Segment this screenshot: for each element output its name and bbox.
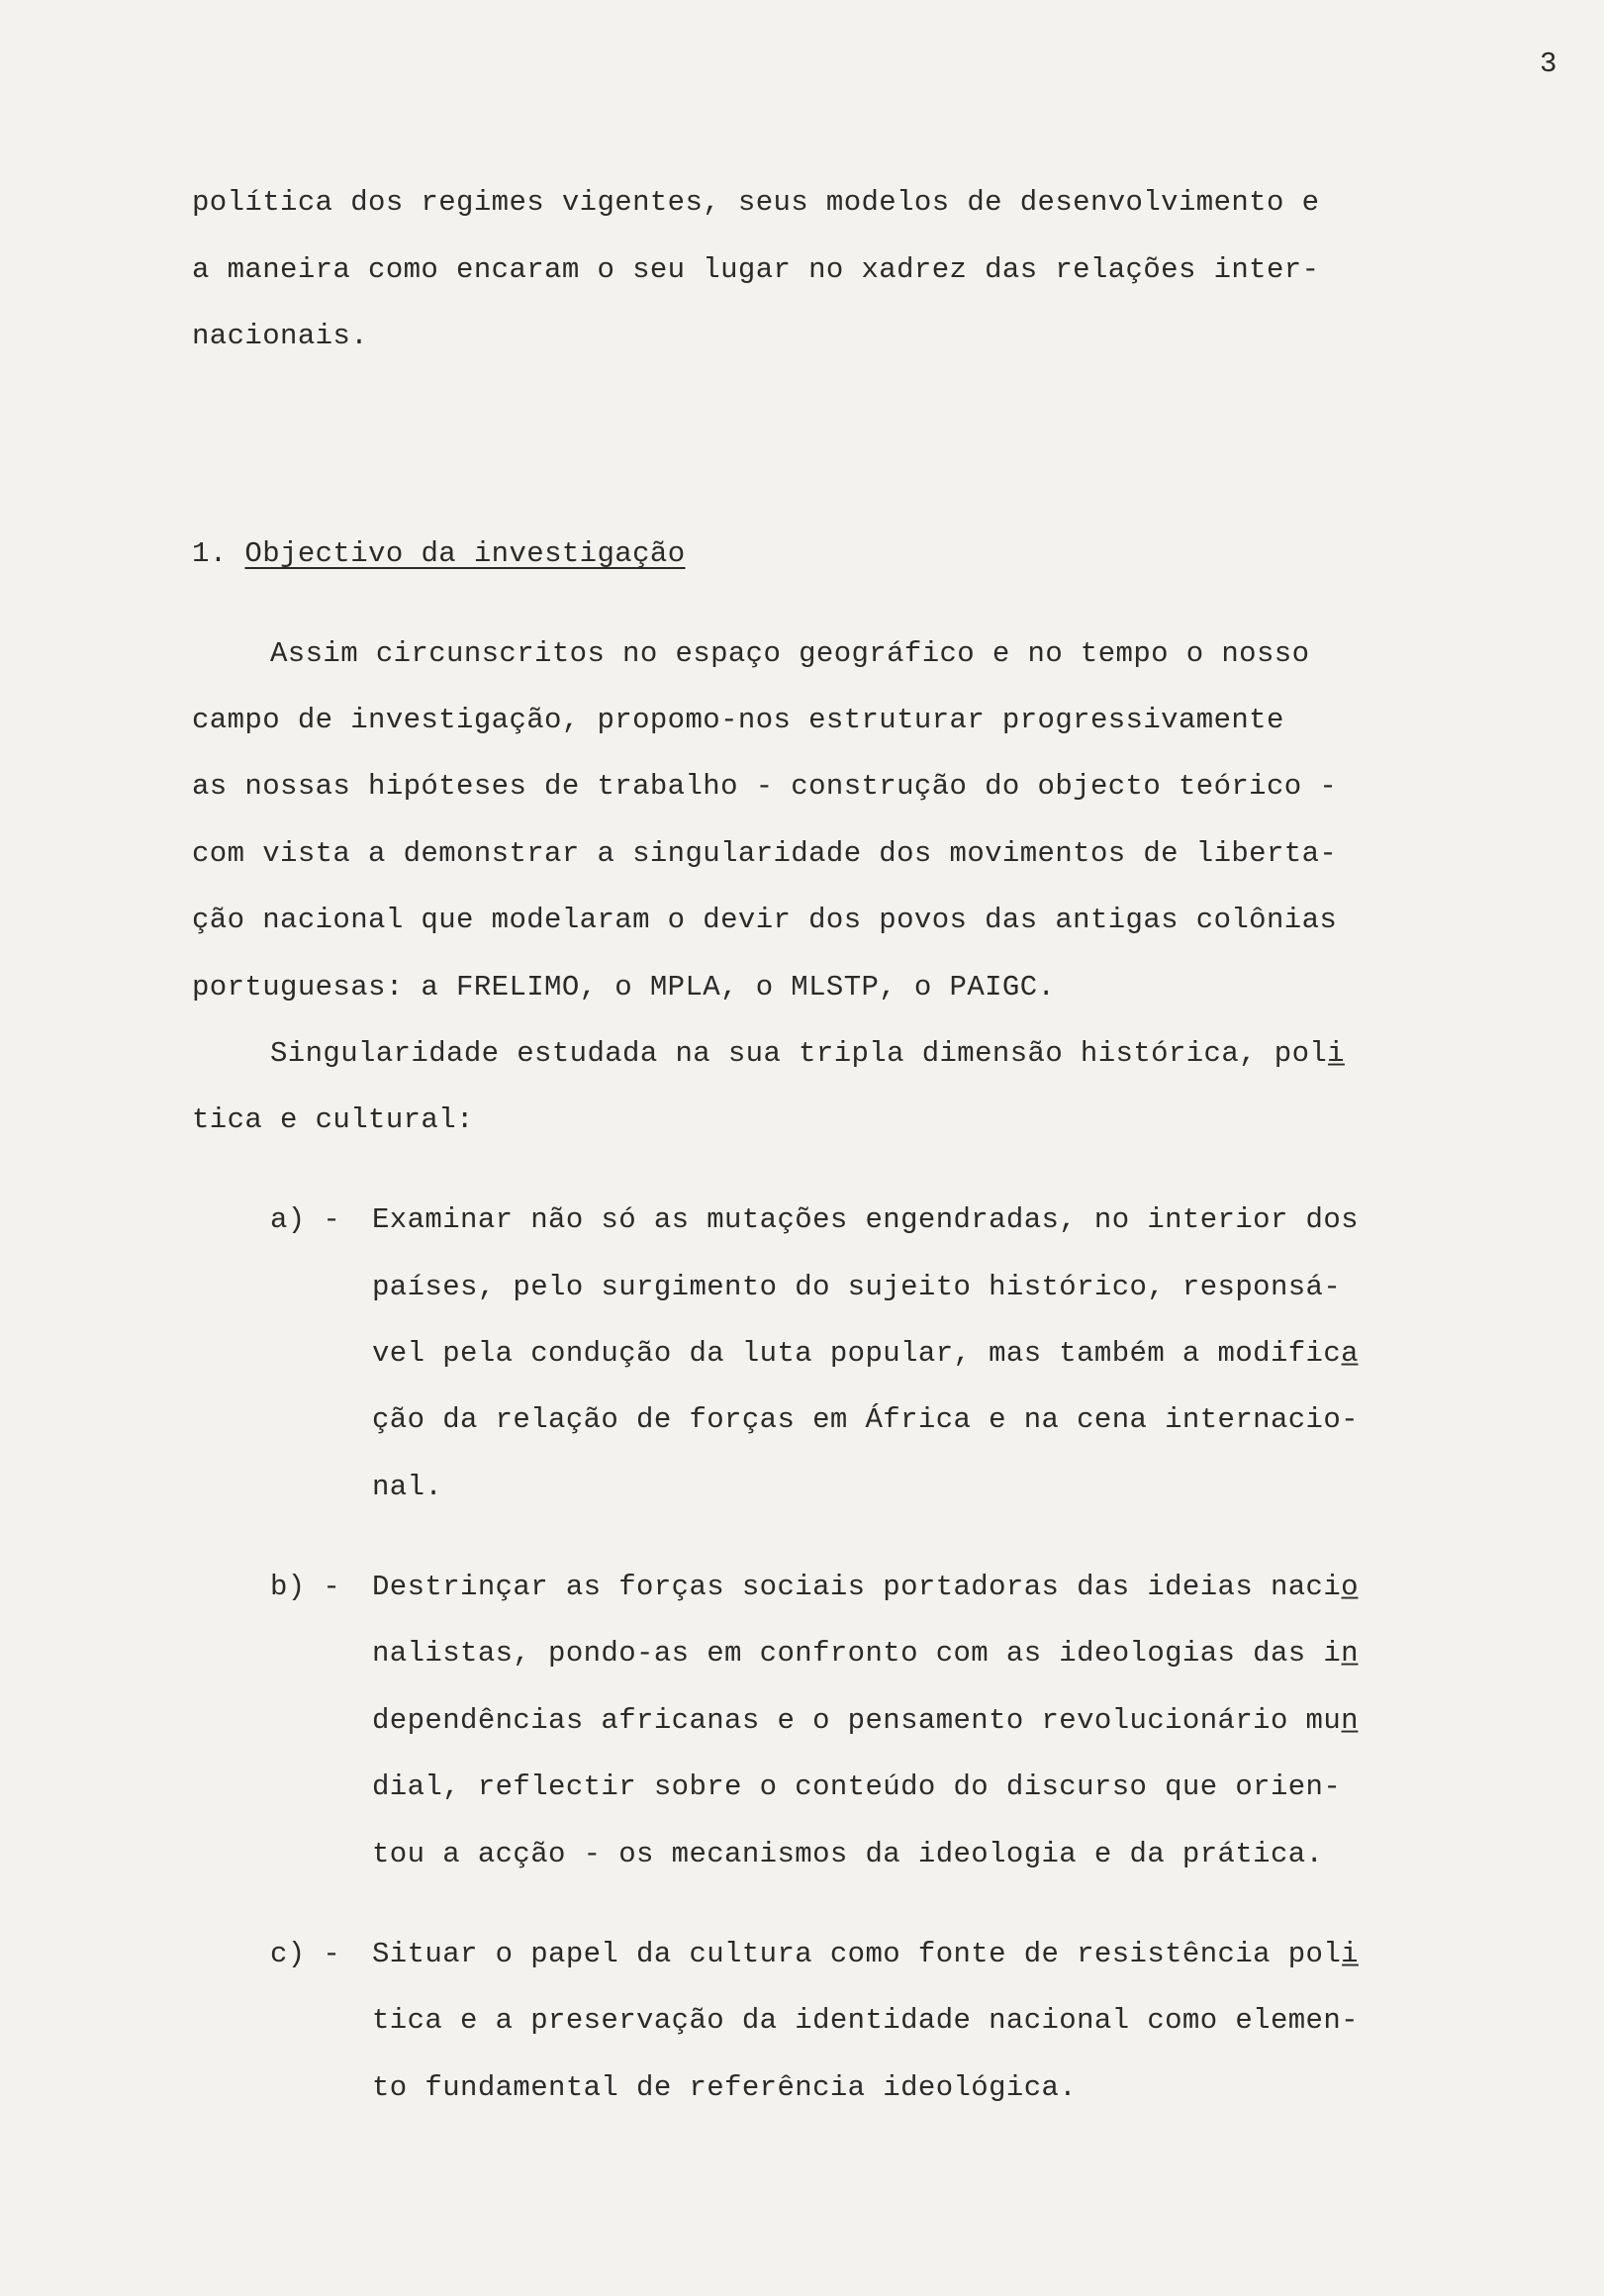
intro-line-3: nacionais. [192, 320, 369, 352]
item-a-line-4: ção da relação de forças em África e na cena internacio- [372, 1403, 1359, 1436]
item-b-marker: b) - [270, 1571, 341, 1603]
paragraph1-line-1: Assim circunscritos no espaço geográfico e no tempo o nosso [270, 637, 1310, 670]
page-number: 3 [1540, 48, 1557, 80]
item-a-line-5: nal. [372, 1471, 443, 1503]
item-b-line-3: dependências africanas e o pensamento revolucionário mun̲ [372, 1704, 1359, 1737]
paragraph2-line-1: Singularidade estudada na sua tripla dimensão histórica, poli̲ [270, 1037, 1345, 1070]
item-a-line-1: Examinar não só as mutações engendradas, no interior dos [372, 1203, 1359, 1236]
paragraph2-line-2: tica e cultural: [192, 1103, 474, 1136]
item-b-line-5: tou a acção - os mecanismos da ideologia e da prática. [372, 1838, 1324, 1870]
intro-line-2: a maneira como encaram o seu lugar no xadrez das relações inter- [192, 253, 1320, 286]
item-b-line-2: nalistas, pondo-as em confronto com as ideologias das in̲ [372, 1637, 1359, 1670]
paragraph1-line-4: com vista a demonstrar a singularidade dos movimentos de liberta- [192, 837, 1338, 870]
item-c-line-2: tica e a preservação da identidade nacional como elemen- [372, 2004, 1359, 2037]
paragraph1-line-2: campo de investigação, propomo-nos estruturar progressivamente [192, 704, 1284, 736]
item-c-line-3: to fundamental de referência ideológica. [372, 2071, 1078, 2104]
item-a-marker: a) - [270, 1203, 341, 1236]
section-heading [192, 534, 686, 574]
paragraph1-line-3: as nossas hipóteses de trabalho - construção do objecto teórico - [192, 770, 1338, 803]
item-c-marker: c) - [270, 1938, 341, 1970]
item-a-line-2: países, pelo surgimento do sujeito histórico, responsá- [372, 1271, 1342, 1303]
paragraph1-line-5: ção nacional que modelaram o devir dos povos das antigas colônias [192, 904, 1338, 936]
section-number: 1. [192, 537, 228, 570]
paragraph1-line-6: portuguesas: a FRELIMO, o MPLA, o MLSTP, o PAIGC. [192, 971, 1056, 1004]
item-a-line-3: vel pela condução da luta popular, mas também a modifica̲ [372, 1337, 1359, 1370]
item-b-line-1: Destrinçar as forças sociais portadoras das ideias nacio̲ [372, 1571, 1359, 1603]
item-c-line-1: Situar o papel da cultura como fonte de resistência poli̲ [372, 1938, 1359, 1970]
section-title: Objectivo da investigação [244, 537, 686, 570]
item-b-line-4: dial, reflectir sobre o conteúdo do discurso que orien- [372, 1770, 1342, 1803]
intro-line-1: política dos regimes vigentes, seus modelos de desenvolvimento e [192, 186, 1320, 219]
